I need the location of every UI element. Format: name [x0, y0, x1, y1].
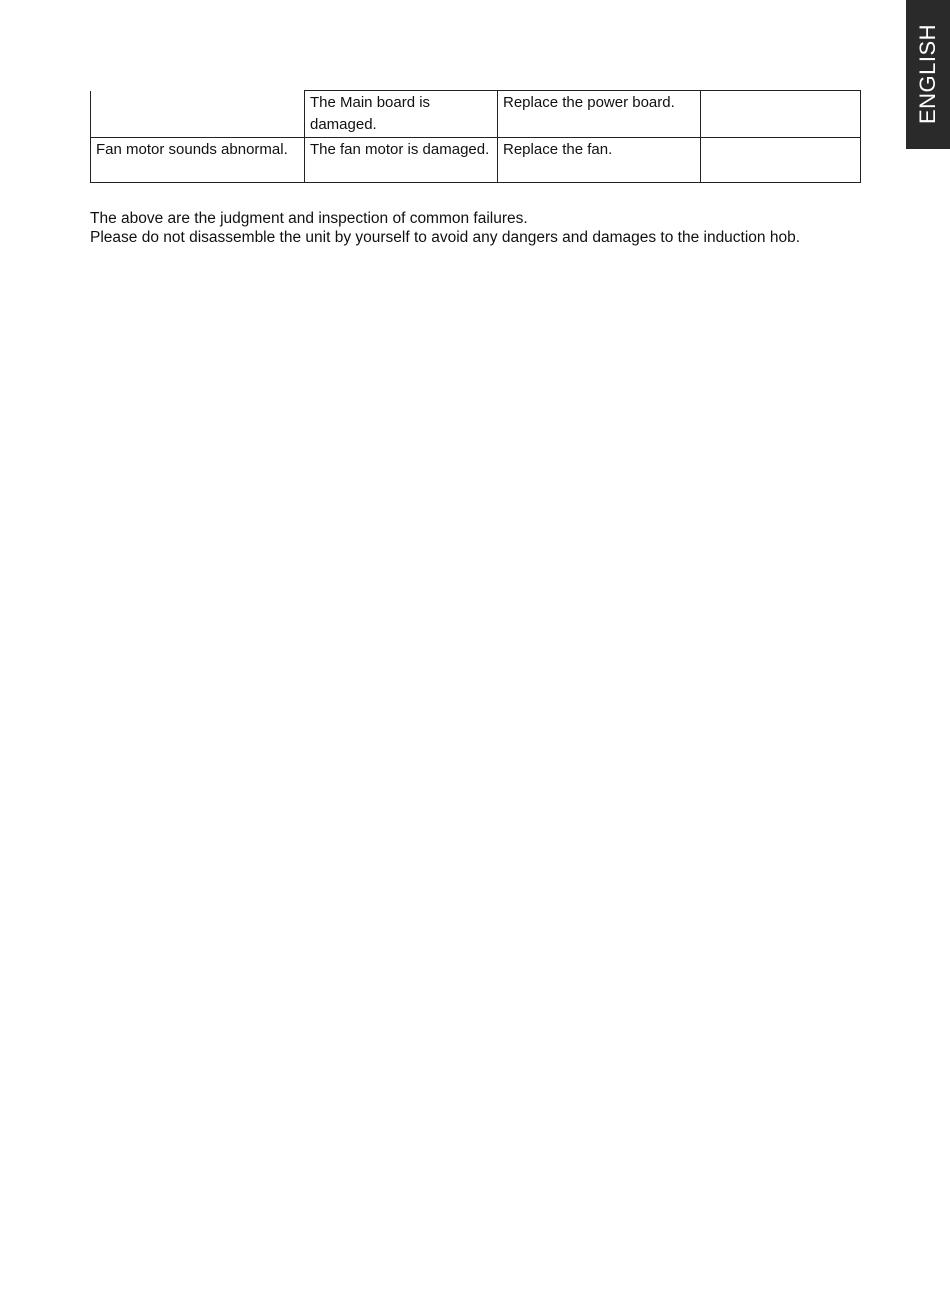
note-line: The above are the judgment and inspection of common failures.	[90, 210, 528, 227]
table-row	[91, 138, 861, 183]
problem-cell: Fan motor sounds abnormal.	[91, 138, 305, 183]
note-line: Please do not disassemble the unit by yourself to avoid any dangers and damages to the induction hob.	[90, 229, 801, 246]
cause-cell: The fan motor is damaged.	[305, 138, 498, 183]
solution-cell: Replace the fan.	[498, 138, 701, 183]
solution-cell: Replace the power board.	[498, 91, 701, 138]
language-tab-label: ENGLISH	[915, 23, 940, 125]
language-tab	[906, 0, 950, 149]
cause-cell: The Main board is damaged.	[305, 91, 498, 138]
notes-section	[90, 209, 800, 247]
table-row	[91, 91, 861, 138]
troubleshooting-table	[90, 90, 861, 183]
remark-cell	[701, 91, 861, 138]
problem-cell	[91, 91, 305, 138]
remark-cell	[701, 138, 861, 183]
